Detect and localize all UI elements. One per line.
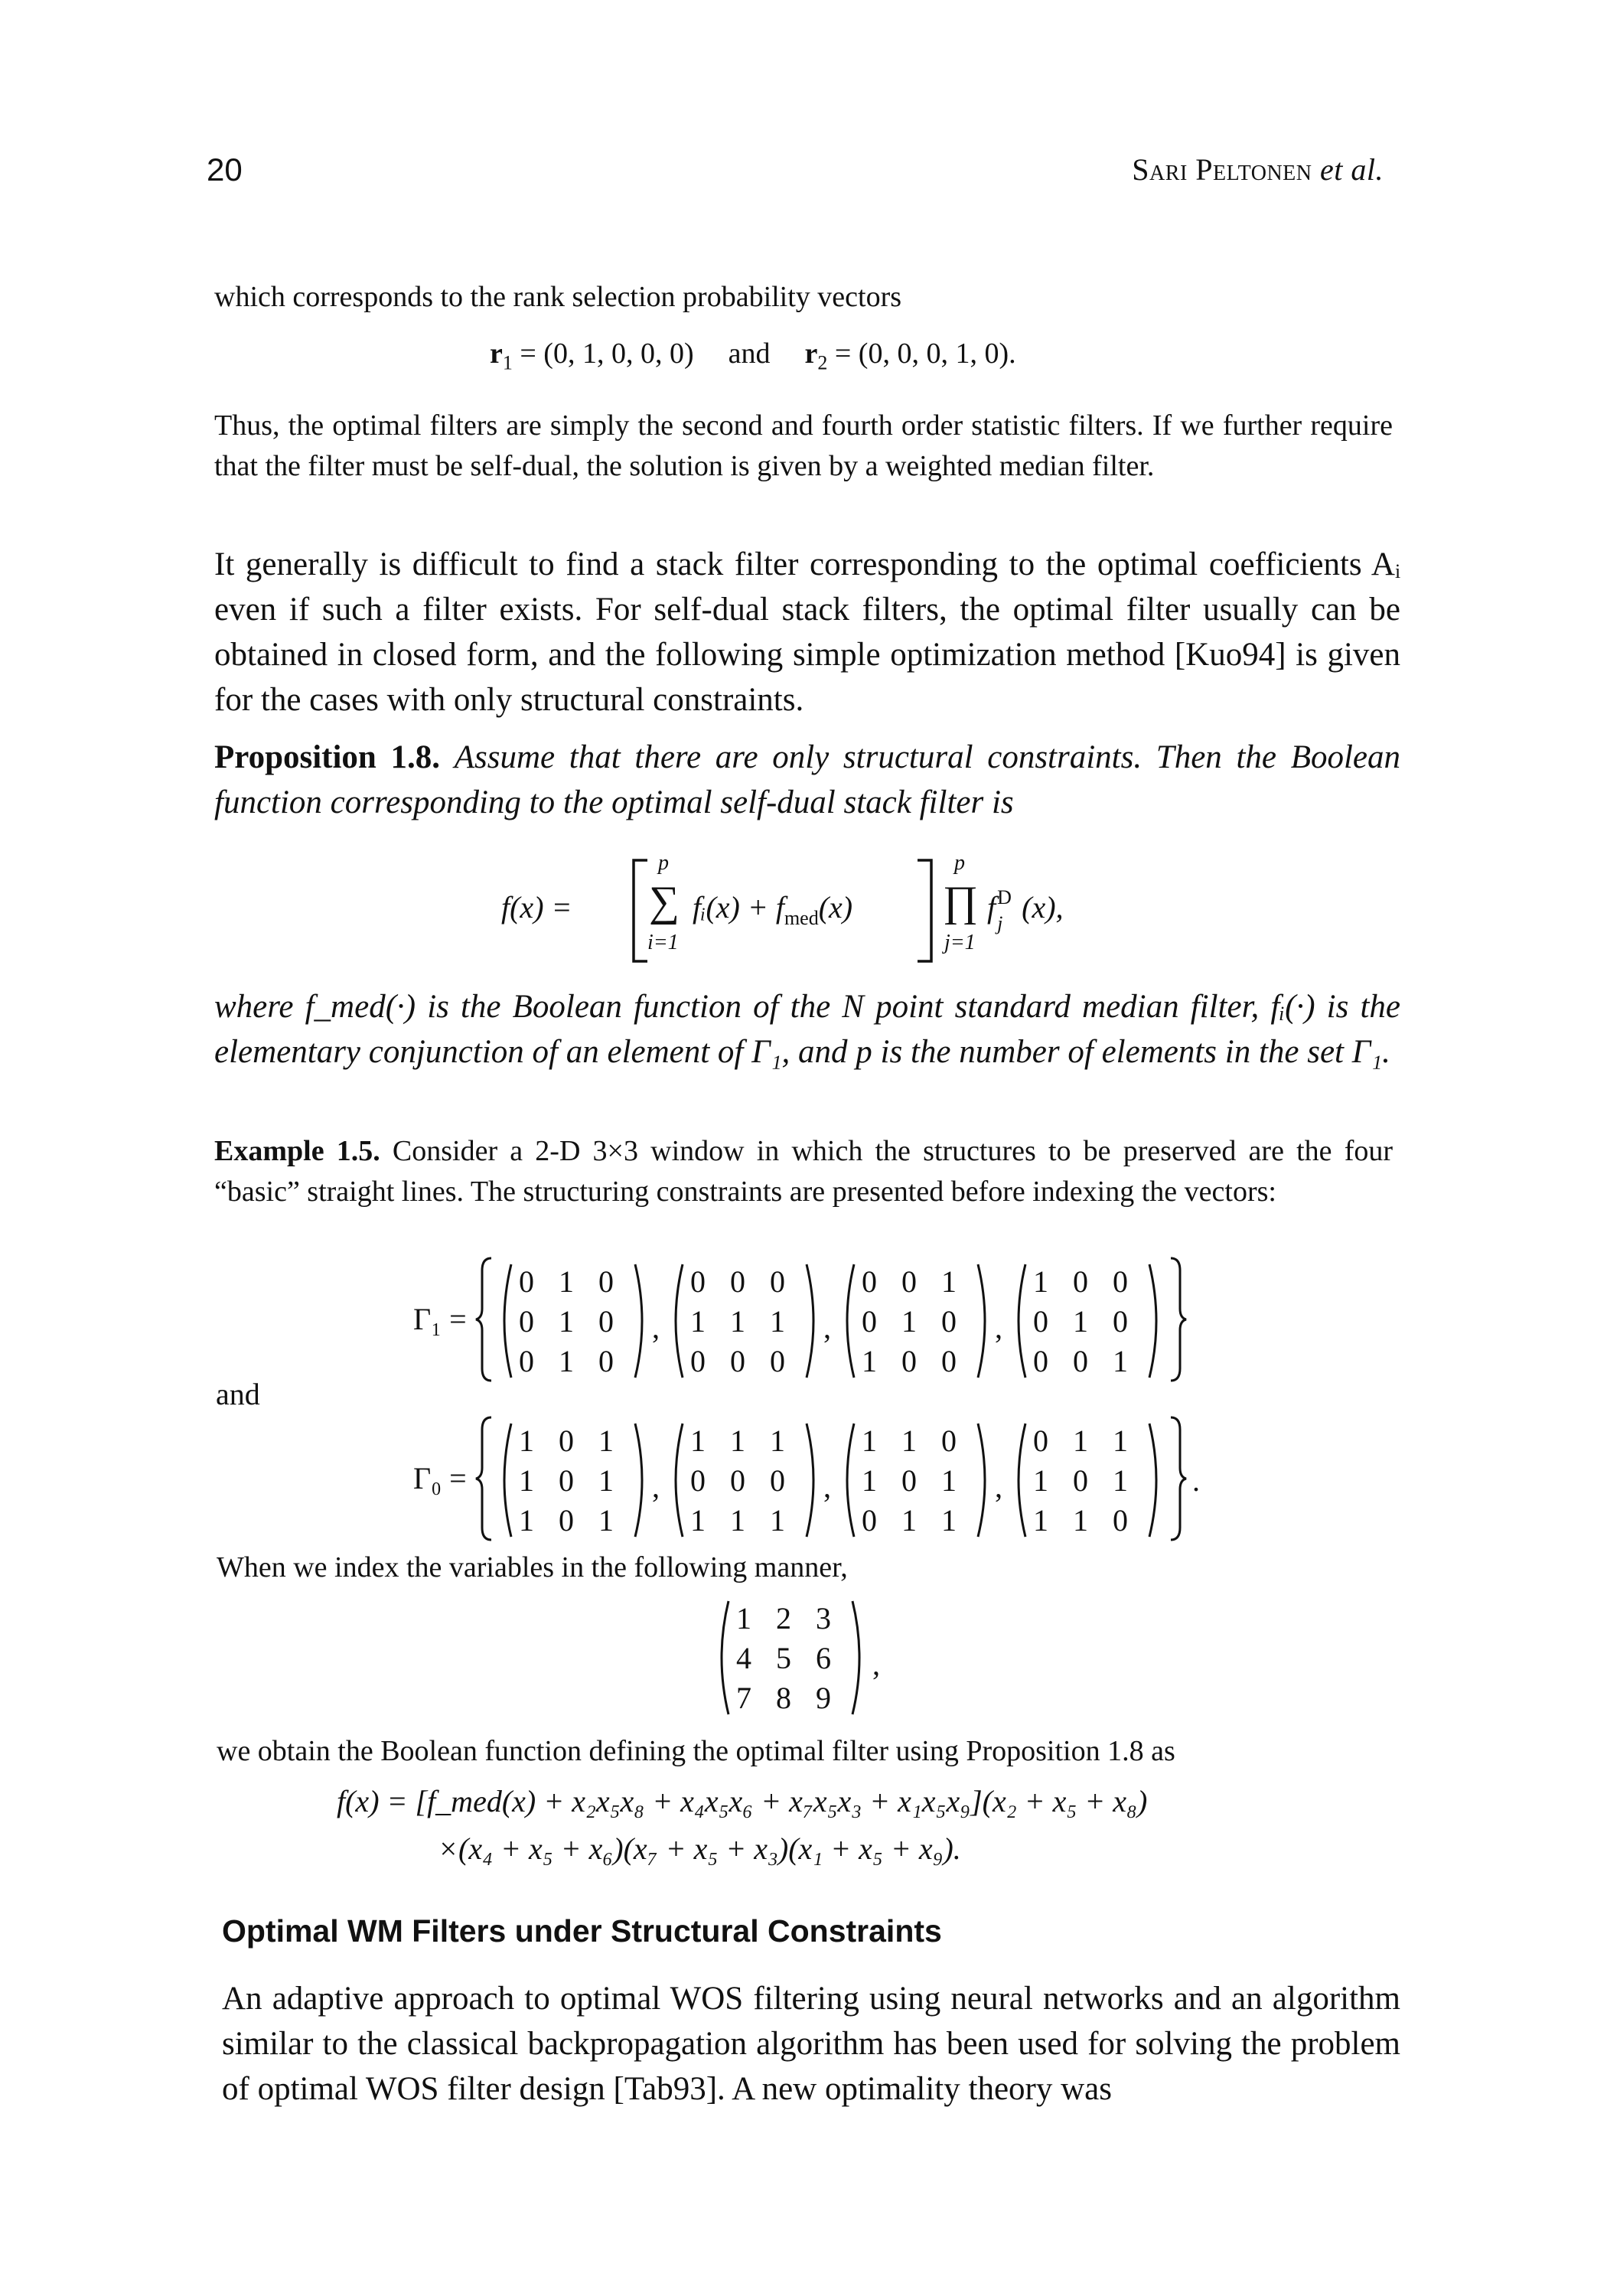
gamma1-matrix-set [474,1255,1224,1385]
prod-lower-limit: j=1 [944,931,976,954]
intro-line: which corresponds to the rank selection probability vectors [214,281,902,313]
gamma0-matrix-2-cell: 1 [730,1503,745,1538]
gamma1-matrix-3-cell: 0 [862,1304,877,1339]
gamma0-matrix-set [474,1414,1240,1544]
gamma1-matrix-2-cell: 0 [770,1344,785,1378]
example-block [214,1131,1393,1212]
gamma0-matrix-1-cell: 1 [598,1503,614,1538]
gamma1-matrix-4-cell: 1 [1073,1304,1088,1339]
gamma1-label: Γ₁ = [413,1302,467,1336]
index-matrix [712,1592,911,1722]
gamma1-matrix-1-cell: 0 [519,1344,534,1378]
index-matrix-cell: 3 [816,1601,831,1636]
and-word: and [728,338,771,370]
running-head-author: Sari Peltonen [1132,152,1312,187]
gamma1-matrix-1-cell: 1 [559,1304,574,1339]
gamma1-left-brace-icon [476,1258,491,1381]
proposition-where-text: where f_med(·) is the Boolean function of the N point standard median filter, fᵢ(·) is the elementary conjunction of an element of Γ₁, and p is the number of elements in the set Γ₁. [214,989,1400,1070]
term-fj-arg: (x), [1022,890,1064,925]
gamma1-comma: , [823,1310,831,1345]
gamma0-matrix-3-cell: 1 [941,1503,957,1538]
gamma0-comma: , [823,1469,831,1504]
gamma0-matrix-1-right-paren [635,1424,642,1537]
gamma1-matrix-3-cell: 0 [901,1264,917,1299]
gamma0-matrix-2-left-paren [676,1424,683,1537]
equation-lhs: f(x) = [501,890,572,925]
gamma0-matrix-2-cell: 0 [730,1463,745,1498]
proposition-block [214,735,1400,825]
term-fj: f [987,890,996,925]
gamma0-left-brace-icon [476,1417,491,1540]
result-equation-line2: ×(x₄ + x₅ + x₆)(x₇ + x₅ + x₃)(x₁ + x₅ + x₉). [438,1831,961,1866]
gamma0-matrix-1-cell: 1 [598,1424,614,1458]
gamma0-matrix-3-right-paren [978,1424,985,1537]
index-matrix-cell: 1 [736,1601,751,1636]
paragraph-optimal-filters: Thus, the optimal filters are simply the second and fourth order statistic filters. If we further require that the filter must be self-dual, the solution is given by a weighted median filter. [214,409,1393,482]
gamma1-matrix-2-cell: 0 [730,1264,745,1299]
gamma1-matrix-2-left-paren [676,1264,683,1378]
gamma1-matrix-4-cell: 0 [1073,1264,1088,1299]
gamma1-matrix-1-cell: 1 [559,1344,574,1378]
gamma1-matrix-4-cell: 1 [1113,1344,1128,1378]
paragraph-stack-filter: It generally is difficult to find a stack filter corresponding to the optimal coefficients Aᵢ even if such a filter exists. For self-dual stack filters, the optimal filter usually can be obtained in closed form, and the following simple optimization method [Kuo94] is given for the cases with only structural constraints. [214,546,1400,718]
gamma1-matrix-4-right-paren [1149,1264,1156,1378]
gamma0-matrix-2-cell: 1 [770,1424,785,1458]
gamma1-matrix-1-cell: 0 [519,1304,534,1339]
gamma1-matrix-2-cell: 1 [730,1304,745,1339]
gamma1-matrix-2-cell: 0 [690,1264,706,1299]
gamma1-matrix-2-cell: 0 [690,1344,706,1378]
gamma1-matrix-2-cell: 0 [770,1264,785,1299]
gamma1-matrix-4-cell: 0 [1073,1344,1088,1378]
gamma0-trailing-period: . [1192,1463,1200,1498]
sum-terms [693,889,852,930]
index-matrix-cell: 9 [816,1681,831,1715]
gamma0-matrix-3-cell: 1 [901,1503,917,1538]
gamma1-matrix-3-cell: 0 [941,1344,957,1378]
running-head-suffix: et al. [1320,152,1384,187]
gamma1-matrix-4-cell: 0 [1033,1304,1048,1339]
gamma0-label: Γ₀ = [413,1461,467,1495]
gamma0-matrix-4-left-paren [1019,1424,1025,1537]
prod-symbol: ∏ [943,878,979,925]
gamma0-matrix-1-cell: 1 [519,1503,534,1538]
gamma0-matrix-4-cell: 0 [1033,1424,1048,1458]
gamma0-matrix-2-cell: 1 [690,1424,706,1458]
gamma1-matrix-1-left-paren [504,1264,511,1378]
gamma0-matrix-3-cell: 0 [862,1503,877,1538]
example-text: Consider a 2-D 3×3 window in which the structures to be preserved are the four “basic” straight lines. The structuring constraints are presented before indexing the vectors: [214,1135,1393,1208]
index-matrix-cell: 6 [816,1641,831,1675]
index-matrix-cell: 2 [776,1601,791,1636]
gamma1-matrix-3-cell: 1 [862,1344,877,1378]
rank-vector-equation [490,337,1016,375]
index-matrix-left-paren [722,1601,729,1714]
obtain-text: we obtain the Boolean function defining the optimal filter using Proposition 1.8 as [217,1735,1175,1767]
gamma0-matrix-2-cell: 0 [690,1463,706,1498]
section-heading: Optimal WM Filters under Structural Constraints [222,1913,942,1949]
gamma0-matrix-4-right-paren [1149,1424,1156,1537]
gamma0-matrix-3-cell: 1 [862,1463,877,1498]
gamma0-matrix-4-cell: 1 [1033,1463,1048,1498]
index-matrix-cell: 4 [736,1641,751,1675]
gamma0-matrix-1-left-paren [504,1424,511,1537]
term-med-arg: (x) [818,890,853,925]
r2-label: r [804,338,818,370]
gamma1-right-brace-icon [1171,1258,1186,1381]
gamma0-matrix-4-cell: 1 [1073,1424,1088,1458]
gamma0-matrix-3-cell: 1 [862,1424,877,1458]
gamma0-matrix-1-cell: 0 [559,1463,574,1498]
gamma1-matrix-3-cell: 0 [862,1264,877,1299]
index-text: When we index the variables in the following manner, [217,1551,848,1583]
gamma0-matrix-4-cell: 0 [1073,1463,1088,1498]
prod-term [987,886,1064,934]
gamma1-matrix-1-right-paren [635,1264,642,1378]
right-bracket-icon [914,857,937,964]
gamma0-matrix-4-cell: 1 [1113,1463,1128,1498]
paragraph-wos-filtering: An adaptive approach to optimal WOS filtering using neural networks and an algorithm similar to the classical backpropagation algorithm has been used for solving the problem of optimal WOS filter design [Tab93]. A new optimality theory was [222,1981,1400,2107]
gamma0-comma: , [652,1469,660,1504]
gamma1-matrix-4-cell: 0 [1033,1344,1048,1378]
gamma1-matrix-1-cell: 0 [519,1264,534,1299]
gamma0-matrix-1-cell: 0 [559,1503,574,1538]
index-matrix-right-paren [852,1601,859,1714]
gamma0-matrix-4-cell: 0 [1113,1503,1128,1538]
page-number: 20 [207,152,243,188]
gamma1-matrix-4-cell: 1 [1033,1264,1048,1299]
gamma0-matrix-3-cell: 0 [941,1424,957,1458]
gamma0-matrix-1-cell: 0 [559,1424,574,1458]
gamma0-matrix-2-cell: 1 [730,1424,745,1458]
gamma0-matrix-1-cell: 1 [519,1463,534,1498]
index-matrix-cell: 7 [736,1681,751,1715]
gamma1-comma: , [995,1310,1002,1345]
gamma1-matrix-3-cell: 1 [901,1304,917,1339]
gamma0-matrix-3-cell: 1 [901,1424,917,1458]
gamma1-matrix-1-cell: 0 [598,1344,614,1378]
gamma1-matrix-3-cell: 0 [941,1304,957,1339]
gamma1-matrix-3-left-paren [847,1264,854,1378]
gamma0-matrix-4-cell: 1 [1033,1503,1048,1538]
gamma0-matrix-4-cell: 1 [1113,1424,1128,1458]
gamma1-matrix-1-cell: 0 [598,1264,614,1299]
running-head [1132,152,1384,188]
gamma1-matrix-2-cell: 0 [730,1344,745,1378]
proposition-text: Assume that there are only structural constraints. Then the Boolean function corresponding to the optimal self-dual stack filter is [214,739,1400,820]
prod-upper-limit: p [954,851,965,875]
gamma0-matrix-2-cell: 1 [770,1503,785,1538]
gamma0-matrix-3-left-paren [847,1424,854,1537]
gamma0-matrix-2-cell: 1 [690,1503,706,1538]
index-matrix-cell: 8 [776,1681,791,1715]
proposition-label: Proposition 1.8. [214,739,441,775]
gamma1-matrix-1-cell: 1 [559,1264,574,1299]
r2-value: = (0, 0, 0, 1, 0). [834,338,1016,370]
gamma0-matrix-1-cell: 1 [598,1463,614,1498]
index-matrix-cell: 5 [776,1641,791,1675]
gamma1-matrix-2-right-paren [807,1264,813,1378]
gamma1-matrix-2-cell: 1 [690,1304,706,1339]
gamma0-matrix-3-cell: 1 [941,1463,957,1498]
gamma1-matrix-3-right-paren [978,1264,985,1378]
sum-lower-limit: i=1 [647,931,679,954]
r1-label: r [490,338,503,370]
index-matrix-comma: , [872,1647,880,1681]
example-label: Example 1.5. [214,1135,380,1167]
gamma1-matrix-2-cell: 1 [770,1304,785,1339]
gamma0-matrix-2-cell: 0 [770,1463,785,1498]
gamma0-right-brace-icon [1171,1417,1186,1540]
gamma1-matrix-4-cell: 0 [1113,1264,1128,1299]
gamma1-matrix-4-cell: 0 [1113,1304,1128,1339]
term-j-sub: j [997,912,1003,934]
and-connector: and [216,1377,260,1411]
gamma1-matrix-3-cell: 0 [901,1344,917,1378]
gamma1-comma: , [652,1310,660,1345]
gamma1-matrix-4-left-paren [1019,1264,1025,1378]
result-equation-line1: f(x) = [f_med(x) + x₂x₅x₈ + x₄x₅x₆ + x₇x₅x₃ + x₁x₅x₉](x₂ + x₅ + x₈) [337,1784,1148,1818]
r1-value: = (0, 1, 0, 0, 0) [520,338,694,370]
term-fi: fᵢ(x) + f [693,890,784,925]
sum-upper-limit: p [658,851,669,875]
gamma0-matrix-1-cell: 1 [519,1424,534,1458]
gamma1-matrix-3-cell: 1 [941,1264,957,1299]
term-med-sub: med [784,907,819,929]
gamma0-matrix-3-cell: 0 [901,1463,917,1498]
gamma1-matrix-1-cell: 0 [598,1304,614,1339]
r2-sub: 2 [817,351,828,374]
sum-symbol: ∑ [649,878,680,925]
term-dual-sup: D [997,886,1012,908]
r1-sub: 1 [502,351,513,374]
gamma0-comma: , [995,1469,1002,1504]
boolean-function-equation [0,842,1607,980]
gamma0-matrix-4-cell: 1 [1073,1503,1088,1538]
gamma0-matrix-2-right-paren [807,1424,813,1537]
